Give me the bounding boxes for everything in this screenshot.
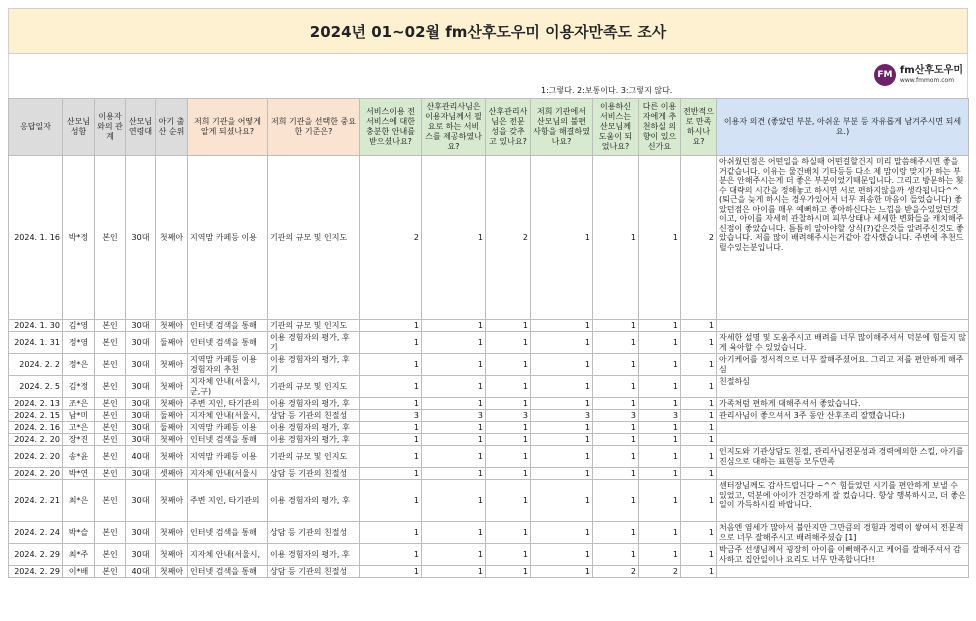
cell-criteria: 상담 등 기관의 친절성 [268, 410, 360, 422]
cell-q4: 1 [531, 398, 593, 410]
cell-birth-order: 첫째아 [156, 522, 188, 544]
col-header-q6: 다른 이용자에게 추천하실 의향이 있으신가요 [639, 99, 681, 156]
cell-relation: 본인 [95, 522, 126, 544]
cell-q2: 1 [422, 446, 486, 468]
legend-row [8, 54, 968, 98]
cell-q6: 1 [639, 332, 681, 354]
cell-q6: 1 [639, 320, 681, 332]
cell-q1: 1 [360, 468, 422, 480]
cell-q7: 1 [681, 522, 717, 544]
col-header-q1: 서비스이용 전 서비스에 대한 충분한 안내를 받으셨나요? [360, 99, 422, 156]
cell-criteria: 이용 경험자의 평가, 후기 [268, 354, 360, 376]
page-title: 2024년 01~02월 fm산후도우미 이용자만족도 조사 [309, 22, 667, 41]
cell-q2: 1 [422, 544, 486, 566]
cell-how: 지역맘 카페등 이용 경험자의 추천 [188, 354, 268, 376]
cell-q2: 1 [422, 398, 486, 410]
col-header-how: 저희 기관을 어떻게 알게 되셨나요? [188, 99, 268, 156]
cell-q1: 2 [360, 156, 422, 320]
table-row [9, 446, 969, 468]
cell-name: 정*은 [63, 354, 95, 376]
cell-relation: 본인 [95, 434, 126, 446]
cell-birth-order: 첫째아 [156, 446, 188, 468]
cell-q5: 1 [593, 156, 639, 320]
cell-date: 2024. 2. 15 [9, 410, 63, 422]
cell-date: 2024. 2. 20 [9, 468, 63, 480]
cell-q7: 1 [681, 468, 717, 480]
cell-age: 30대 [126, 398, 156, 410]
col-header-q2: 산후관리사님은 이용자님께서 필요로 하는 서비스를 제공하였나요? [422, 99, 486, 156]
cell-criteria: 상담 등 기관의 친절성 [268, 566, 360, 578]
cell-relation: 본인 [95, 410, 126, 422]
answer-legend: 1:그렇다. 2:보통이다. 3:그렇지 않다. [541, 86, 673, 95]
cell-date: 2024. 2. 24 [9, 522, 63, 544]
table-row [9, 522, 969, 544]
cell-comment [717, 468, 969, 480]
cell-age: 30대 [126, 468, 156, 480]
cell-criteria: 이용 경험자의 평가, 후 [268, 480, 360, 522]
cell-how: 주변 지인, 타기관의 [188, 480, 268, 522]
cell-birth-order: 첫째아 [156, 376, 188, 398]
cell-comment: 자세한 설명 및 도움주시고 배려를 너무 많이해주셔서 덕분에 힘들지 않게 육아할 수 있었습니다. [717, 332, 969, 354]
cell-q6: 2 [639, 566, 681, 578]
cell-q4: 1 [531, 156, 593, 320]
title-bar [8, 8, 968, 54]
cell-date: 2024. 2. 16 [9, 422, 63, 434]
cell-q7: 1 [681, 332, 717, 354]
cell-name: 고*은 [63, 422, 95, 434]
cell-q3: 1 [486, 422, 531, 434]
cell-how: 인터넷 검색을 통해 [188, 332, 268, 354]
cell-q5: 1 [593, 544, 639, 566]
cell-date: 2024. 1. 30 [9, 320, 63, 332]
cell-q5: 2 [593, 566, 639, 578]
cell-q3: 1 [486, 446, 531, 468]
cell-comment [717, 566, 969, 578]
cell-age: 30대 [126, 410, 156, 422]
col-header-q7: 전반적으로 만족하시나요? [681, 99, 717, 156]
cell-criteria: 이용 경험자의 평가, 후 [268, 422, 360, 434]
cell-q3: 1 [486, 332, 531, 354]
cell-name: 조*은 [63, 398, 95, 410]
cell-q1: 1 [360, 398, 422, 410]
cell-birth-order: 첫째아 [156, 480, 188, 522]
cell-how: 지자체 안내(서울시,군,구) [188, 376, 268, 398]
logo-name: fm산후도우미 [899, 65, 963, 76]
cell-relation: 본인 [95, 332, 126, 354]
cell-criteria: 상담 등 기관의 친절성 [268, 522, 360, 544]
cell-criteria: 기관의 규모 및 인지도 [268, 156, 360, 320]
cell-comment: 관리사님이 좋으셔서 3주 동안 산후조리 잘했습니다:) [717, 410, 969, 422]
cell-relation: 본인 [95, 320, 126, 332]
cell-q1: 1 [360, 480, 422, 522]
cell-relation: 본인 [95, 398, 126, 410]
table-row [9, 320, 969, 332]
cell-name: 박*연 [63, 468, 95, 480]
cell-birth-order: 첫째아 [156, 566, 188, 578]
cell-q3: 1 [486, 566, 531, 578]
cell-q6: 1 [639, 544, 681, 566]
cell-q2: 1 [422, 434, 486, 446]
cell-criteria: 기관의 규모 및 인지도 [268, 446, 360, 468]
cell-how: 지자체 안내(서울시 [188, 468, 268, 480]
cell-q4: 1 [531, 332, 593, 354]
cell-relation: 본인 [95, 376, 126, 398]
cell-comment [717, 320, 969, 332]
cell-relation: 본인 [95, 544, 126, 566]
cell-q4: 1 [531, 320, 593, 332]
cell-q3: 3 [486, 410, 531, 422]
cell-criteria: 이용 경험자의 평가, 후 [268, 434, 360, 446]
cell-birth-order: 첫째아 [156, 156, 188, 320]
cell-birth-order: 둘째아 [156, 332, 188, 354]
cell-how: 지역맘 카페등 이용 [188, 422, 268, 434]
cell-birth-order: 첫째아 [156, 320, 188, 332]
cell-age: 30대 [126, 480, 156, 522]
cell-q7: 1 [681, 480, 717, 522]
cell-age: 30대 [126, 522, 156, 544]
col-header-date: 응답일자 [9, 99, 63, 156]
cell-date: 2024. 2. 29 [9, 566, 63, 578]
cell-q3: 1 [486, 434, 531, 446]
fm-logo-icon: FM [874, 64, 896, 86]
cell-q4: 3 [531, 410, 593, 422]
cell-comment: 친절하심 [717, 376, 969, 398]
cell-q4: 1 [531, 434, 593, 446]
cell-name: 이*배 [63, 566, 95, 578]
cell-q2: 1 [422, 566, 486, 578]
cell-relation: 본인 [95, 422, 126, 434]
cell-q2: 1 [422, 480, 486, 522]
table-row [9, 410, 969, 422]
col-header-criteria: 저희 기관을 선택한 중요한 기준은? [268, 99, 360, 156]
cell-birth-order: 첫째아 [156, 354, 188, 376]
table-row [9, 544, 969, 566]
cell-comment [717, 434, 969, 446]
cell-q2: 1 [422, 422, 486, 434]
survey-table [8, 98, 969, 578]
cell-comment: 처음엔 염세가 많아서 불안지만 그만큼의 경험과 경력이 쌓여서 전문적으로 너무 잘해주시고 배려해주셨습 [1] [717, 522, 969, 544]
cell-name: 박*정 [63, 156, 95, 320]
cell-q7: 1 [681, 354, 717, 376]
cell-q1: 1 [360, 446, 422, 468]
cell-age: 30대 [126, 354, 156, 376]
cell-q6: 1 [639, 522, 681, 544]
cell-q7: 1 [681, 422, 717, 434]
cell-relation: 본인 [95, 468, 126, 480]
cell-comment: 센터장님께도 감사드립니다 ~^^ 힘들었던 시기를 편안하게 보낼 수 있었고, 덕분에 아이가 건강하게 잘 컸습니다. 항상 행복하시고, 더 좋은 일이 가득하시길 바랍니다. [717, 480, 969, 522]
table-row [9, 434, 969, 446]
cell-name: 최*은 [63, 480, 95, 522]
cell-q7: 1 [681, 544, 717, 566]
cell-q3: 1 [486, 376, 531, 398]
table-row [9, 422, 969, 434]
cell-q1: 3 [360, 410, 422, 422]
cell-how: 인터넷 검색을 통해 [188, 434, 268, 446]
cell-date: 2024. 2. 20 [9, 446, 63, 468]
cell-birth-order: 둘째아 [156, 422, 188, 434]
cell-age: 30대 [126, 156, 156, 320]
cell-q5: 3 [593, 410, 639, 422]
cell-q7: 1 [681, 376, 717, 398]
cell-q1: 1 [360, 544, 422, 566]
col-header-age: 산모님 연령대 [126, 99, 156, 156]
cell-q6: 1 [639, 468, 681, 480]
cell-q6: 3 [639, 410, 681, 422]
cell-q2: 1 [422, 522, 486, 544]
cell-q1: 1 [360, 332, 422, 354]
cell-date: 2024. 2. 5 [9, 376, 63, 398]
cell-q4: 1 [531, 354, 593, 376]
cell-date: 2024. 2. 29 [9, 544, 63, 566]
cell-q5: 1 [593, 422, 639, 434]
cell-comment: 박금주 선생님께서 굉장히 아이를 이뻐해주시고 케어를 잘해주셔서 감사하고 집안일이나 요리도 너무 만족합니다!! [717, 544, 969, 566]
cell-criteria: 이용 경험자의 평가, 후 [268, 398, 360, 410]
cell-q2: 3 [422, 410, 486, 422]
cell-date: 2024. 2. 2 [9, 354, 63, 376]
table-row [9, 468, 969, 480]
cell-name: 정*영 [63, 332, 95, 354]
cell-q5: 1 [593, 468, 639, 480]
header-row [9, 99, 969, 156]
cell-q3: 1 [486, 398, 531, 410]
cell-comment: 인지도와 기관상담도 친절, 관리사님전문성과 경력에의한 스킬, 아기를 진심으로 대하는 표현등 모두만족 [717, 446, 969, 468]
cell-name: 박*슬 [63, 522, 95, 544]
cell-q7: 1 [681, 446, 717, 468]
cell-date: 2024. 2. 21 [9, 480, 63, 522]
cell-q1: 1 [360, 320, 422, 332]
cell-q4: 1 [531, 468, 593, 480]
cell-q7: 2 [681, 156, 717, 320]
cell-q5: 1 [593, 522, 639, 544]
brand-logo [874, 64, 963, 86]
cell-q3: 1 [486, 544, 531, 566]
cell-q6: 1 [639, 446, 681, 468]
cell-date: 2024. 1. 31 [9, 332, 63, 354]
cell-q5: 1 [593, 354, 639, 376]
cell-comment: 가족처럼 편하게 대해주셔서 좋았습니다. [717, 398, 969, 410]
col-header-name: 산모님 성함 [63, 99, 95, 156]
cell-q4: 1 [531, 422, 593, 434]
cell-q3: 1 [486, 468, 531, 480]
table-row [9, 156, 969, 320]
cell-name: 김*정 [63, 376, 95, 398]
cell-q5: 1 [593, 398, 639, 410]
cell-birth-order: 첫째아 [156, 398, 188, 410]
cell-name: 최*주 [63, 544, 95, 566]
cell-q3: 1 [486, 480, 531, 522]
cell-criteria: 이용 경험자의 평가, 후기 [268, 332, 360, 354]
table-row [9, 376, 969, 398]
cell-how: 지자체 안내(서울시, [188, 544, 268, 566]
cell-comment: 아쉬웠던점은 어떤일을 하실때 어떤걸할건지 미리 말씀해주시면 좋을거같습니다. 이유는 물건배치 기타등등 다소 제 맘이랑 맞지가 하는 부분은 안해주시는게 더 좋은 부분이었기때문입니다. 그리고 방문하는 횟수 대략의 시간을 정해놓고 하시면 서로 편하지않을까 생각됩니다^^ (퇴근을 늦게 하시는 경우가있어서 너무 죄송한 마음이 들었습니다) 좋았던점은 아이를 매우 예뻐하고 좋아하신다는 느낌을 받을수있었던것이고, 아이를 자세히 관찰하시며 피부상태나 세세한 변화들을 캐치해주신점이 좋았습니다. 틈틈히 알아야할 상식(?)같은것들 알려주신것도 좋았습니다. 저를 많이 배려해주시는거같아 감사했습니다. 주변에 추천드릴수있는분입니다. [717, 156, 969, 320]
cell-q6: 1 [639, 422, 681, 434]
cell-criteria: 상담 등 기관의 친절성 [268, 468, 360, 480]
cell-q1: 1 [360, 376, 422, 398]
cell-date: 2024. 2. 13 [9, 398, 63, 410]
table-row [9, 566, 969, 578]
cell-q4: 1 [531, 480, 593, 522]
cell-q6: 1 [639, 376, 681, 398]
cell-q4: 1 [531, 376, 593, 398]
cell-q7: 1 [681, 320, 717, 332]
col-header-q4: 저희 기관에서 산모님의 불편 사항을 해결하였나요? [531, 99, 593, 156]
cell-q4: 1 [531, 446, 593, 468]
cell-q3: 1 [486, 522, 531, 544]
cell-q6: 1 [639, 156, 681, 320]
cell-relation: 본인 [95, 354, 126, 376]
cell-birth-order: 셋째아 [156, 468, 188, 480]
cell-q1: 1 [360, 354, 422, 376]
cell-q2: 1 [422, 468, 486, 480]
cell-date: 2024. 1. 16 [9, 156, 63, 320]
cell-how: 지자체 안내(서울시, [188, 410, 268, 422]
cell-q1: 1 [360, 434, 422, 446]
cell-name: 송*윤 [63, 446, 95, 468]
cell-how: 지역맘 카페등 이용 [188, 156, 268, 320]
cell-q1: 1 [360, 566, 422, 578]
cell-name: 장*진 [63, 434, 95, 446]
cell-q5: 1 [593, 480, 639, 522]
cell-birth-order: 둘째아 [156, 410, 188, 422]
cell-relation: 본인 [95, 480, 126, 522]
cell-q3: 1 [486, 354, 531, 376]
cell-q7: 1 [681, 410, 717, 422]
cell-age: 30대 [126, 434, 156, 446]
cell-q7: 1 [681, 434, 717, 446]
cell-how: 주변 지인, 타기관의 [188, 398, 268, 410]
cell-q7: 1 [681, 398, 717, 410]
cell-relation: 본인 [95, 156, 126, 320]
cell-q5: 1 [593, 332, 639, 354]
cell-name: 남*미 [63, 410, 95, 422]
cell-how: 인터넷 검색을 통해 [188, 320, 268, 332]
cell-age: 40대 [126, 566, 156, 578]
table-row [9, 332, 969, 354]
cell-relation: 본인 [95, 446, 126, 468]
cell-q2: 1 [422, 156, 486, 320]
cell-how: 인터넷 검색을 통해 [188, 566, 268, 578]
cell-q6: 1 [639, 354, 681, 376]
cell-q4: 1 [531, 544, 593, 566]
table-row [9, 398, 969, 410]
cell-birth-order: 첫째아 [156, 544, 188, 566]
cell-comment [717, 422, 969, 434]
cell-date: 2024. 2. 20 [9, 434, 63, 446]
cell-age: 30대 [126, 544, 156, 566]
cell-q1: 1 [360, 422, 422, 434]
survey-sheet [8, 8, 968, 578]
cell-q5: 1 [593, 446, 639, 468]
col-header-comment: 이용자 의견 (좋았던 부분, 아쉬운 부분 등 자유롭게 남겨주시면 되세요.) [717, 99, 969, 156]
cell-q5: 1 [593, 434, 639, 446]
cell-how: 지역맘 카페등 이용 [188, 446, 268, 468]
cell-relation: 본인 [95, 566, 126, 578]
cell-age: 30대 [126, 320, 156, 332]
cell-q2: 1 [422, 332, 486, 354]
logo-url: www.fmmom.com [899, 77, 955, 84]
cell-q1: 1 [360, 522, 422, 544]
cell-name: 김*영 [63, 320, 95, 332]
cell-criteria: 이용 경험자의 평가, 후 [268, 544, 360, 566]
cell-q6: 1 [639, 398, 681, 410]
cell-q2: 1 [422, 354, 486, 376]
cell-how: 인터넷 검색을 통해 [188, 522, 268, 544]
cell-q2: 1 [422, 320, 486, 332]
col-header-relation: 이용자와의 관계 [95, 99, 126, 156]
cell-age: 30대 [126, 422, 156, 434]
cell-criteria: 기관의 규모 및 인지도 [268, 320, 360, 332]
cell-age: 30대 [126, 376, 156, 398]
cell-q5: 1 [593, 320, 639, 332]
cell-q7: 1 [681, 566, 717, 578]
cell-q4: 1 [531, 566, 593, 578]
cell-q2: 1 [422, 376, 486, 398]
cell-q6: 1 [639, 434, 681, 446]
table-row [9, 480, 969, 522]
cell-age: 30대 [126, 332, 156, 354]
table-row [9, 354, 969, 376]
cell-age: 40대 [126, 446, 156, 468]
cell-q3: 2 [486, 156, 531, 320]
cell-birth-order: 첫째아 [156, 434, 188, 446]
cell-q4: 1 [531, 522, 593, 544]
col-header-birth-order: 아기 출산 순위 [156, 99, 188, 156]
cell-q6: 1 [639, 480, 681, 522]
cell-q5: 1 [593, 376, 639, 398]
cell-criteria: 기관의 규모 및 인지도 [268, 376, 360, 398]
cell-q3: 1 [486, 320, 531, 332]
col-header-q3: 산후관리사님은 전문성을 갖추고 있나요? [486, 99, 531, 156]
cell-comment: 아기케어를 정서적으로 너무 잘해주셨어요. 그리고 저를 편안하게 해주심 [717, 354, 969, 376]
col-header-q5: 이용하신 서비스는 산모님께 도움이 되었나요? [593, 99, 639, 156]
